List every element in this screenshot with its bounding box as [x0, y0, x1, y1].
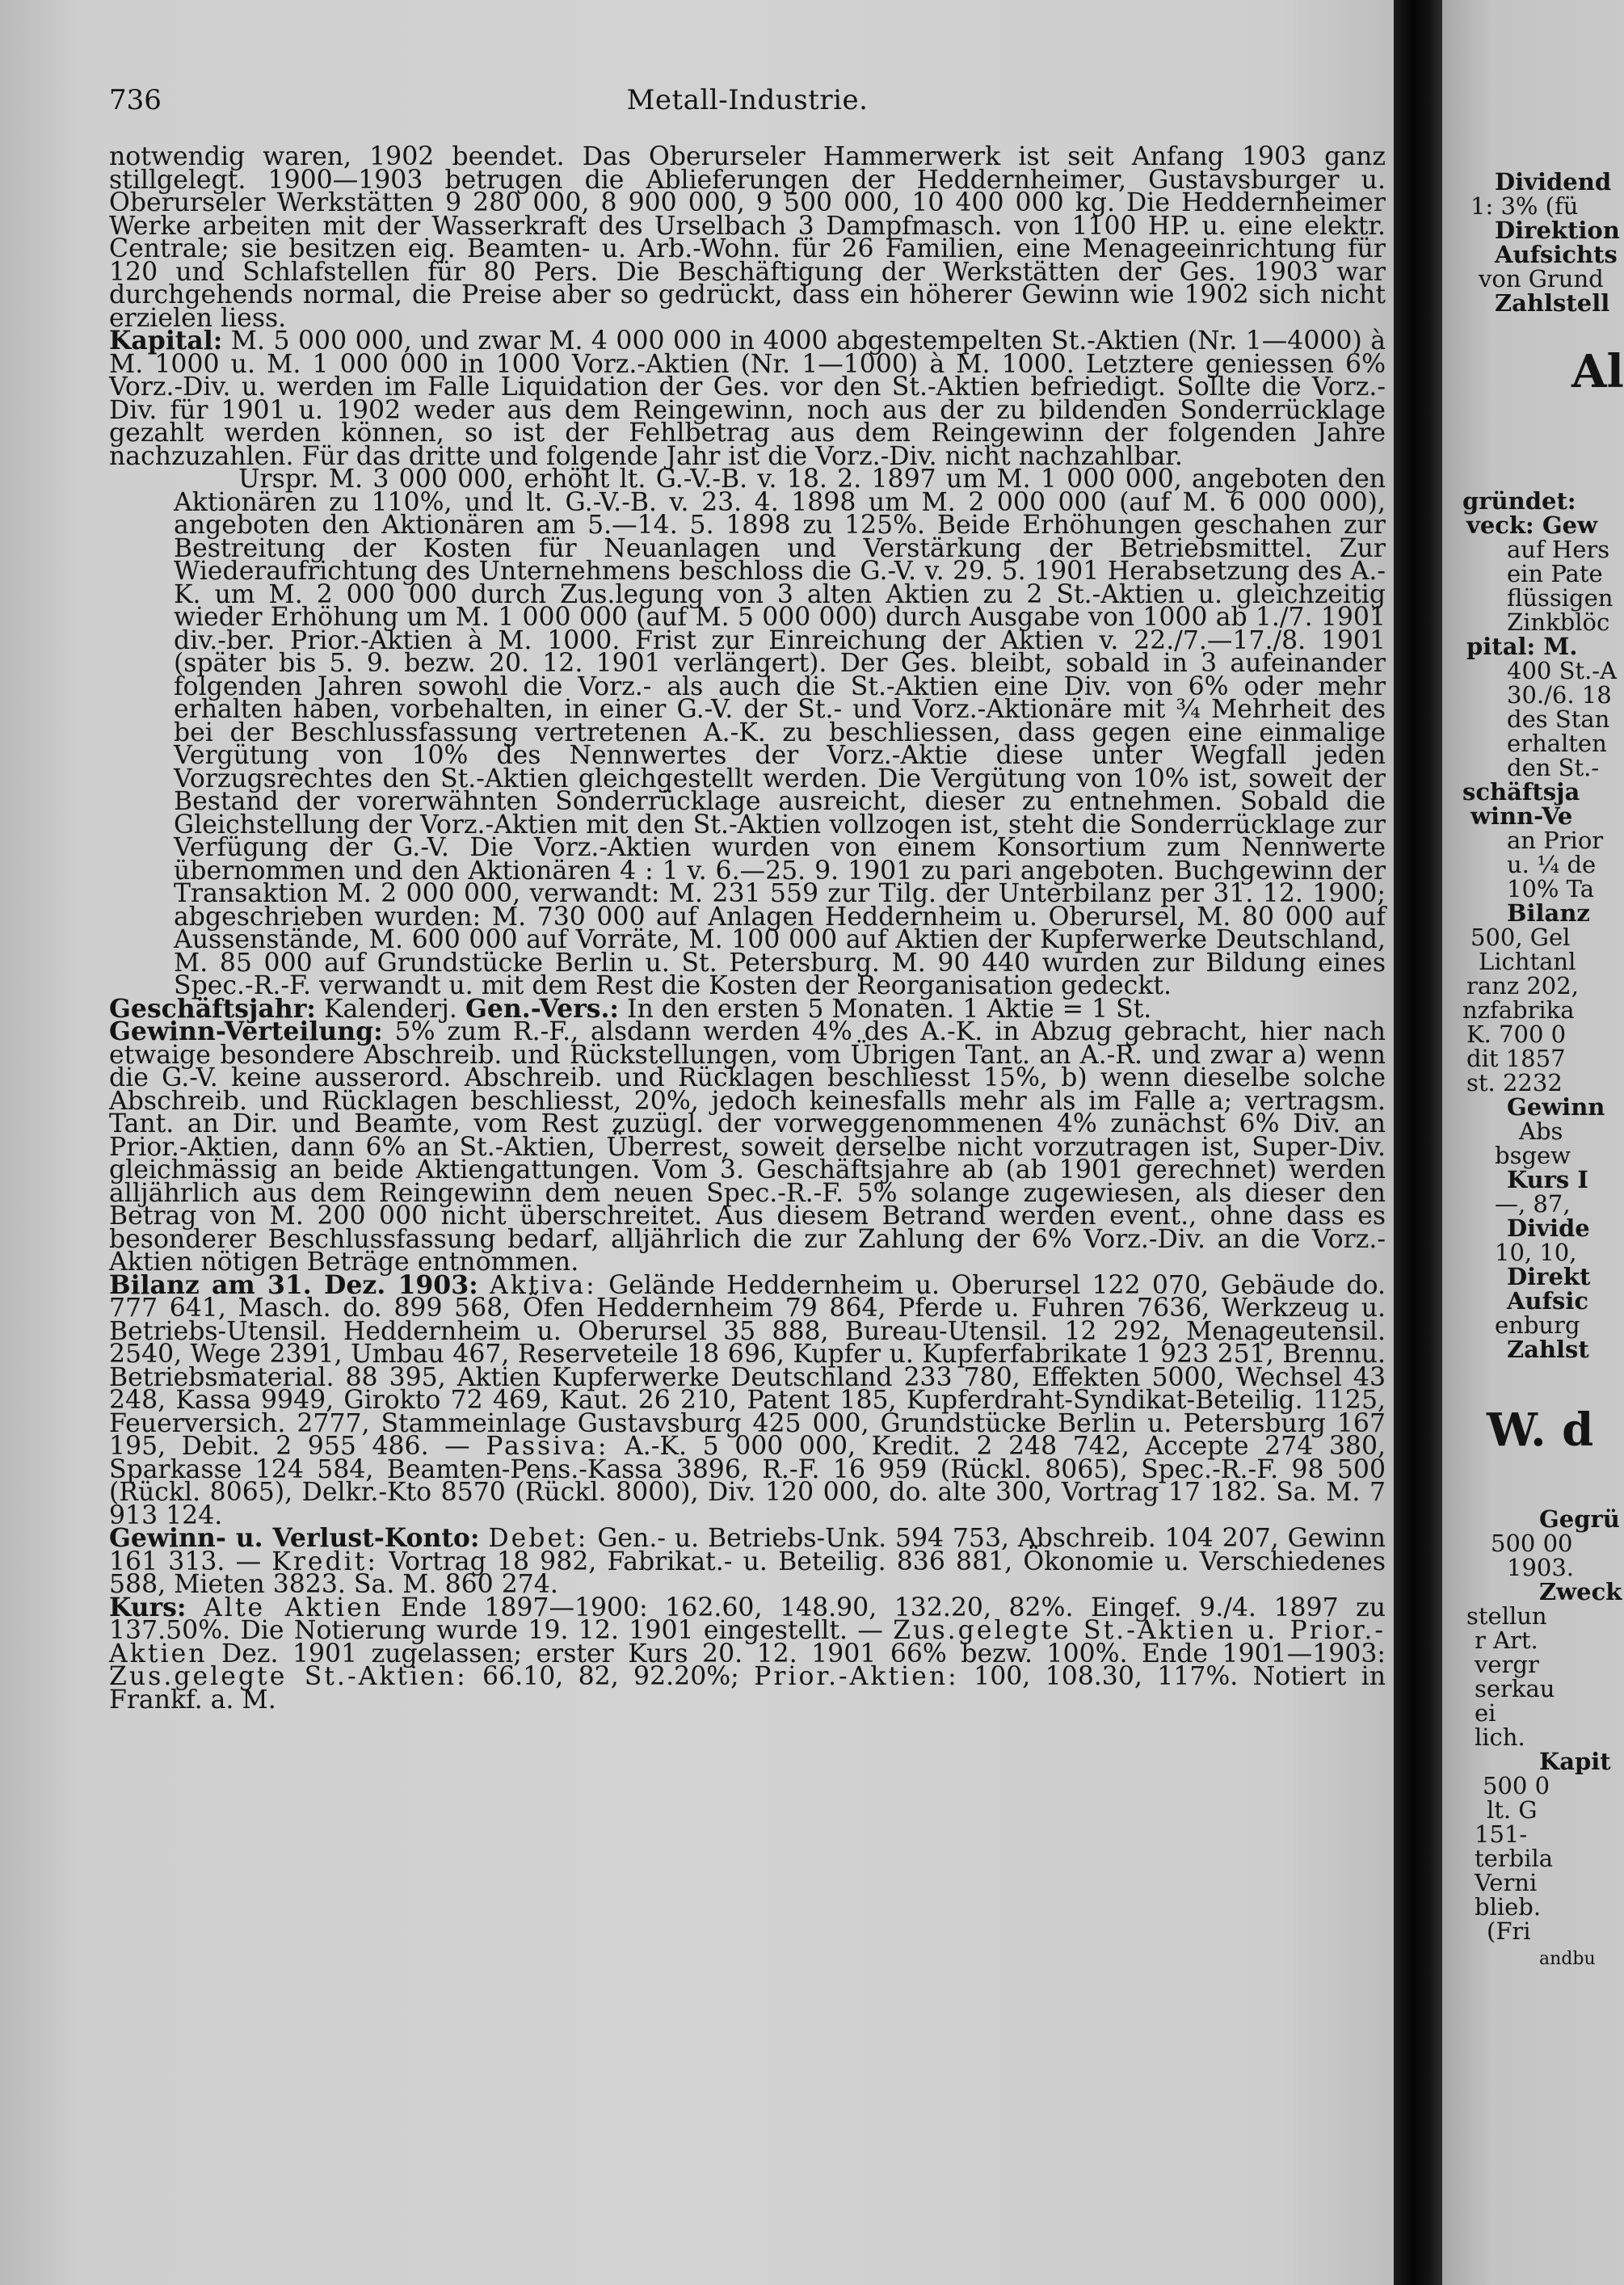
kurs-section — [109, 1592, 1386, 1715]
right-fragment: auf Hers — [1507, 536, 1610, 563]
kapital-section — [109, 326, 1386, 471]
right-fragment: vergr — [1475, 1651, 1539, 1678]
right-fragment: 500 0 — [1483, 1772, 1550, 1799]
right-fragment: stellun — [1466, 1602, 1547, 1630]
kurs-text-4: 100, 108.30, 117%. Notiert in Frankf. a. M. — [109, 1662, 1386, 1715]
right-fragment: den St.- — [1507, 754, 1600, 781]
passiva-label: Passiva: — [486, 1432, 609, 1461]
kurs-text-1: Ende 1897—1900: 162.60, 148.90, 132.20, 82%. Eingef. 9./4. 1897 zu 137.50%. Die Notierung wurde 19. 12. 1901 eingestellt. — — [109, 1593, 1386, 1645]
zus-gelegte-st-label: Zus.gelegte St.-Aktien: — [109, 1662, 468, 1691]
right-fragment: lt. G — [1487, 1796, 1538, 1824]
right-fragment: ranz 202, — [1466, 972, 1579, 999]
right-fragment: an Prior — [1507, 827, 1604, 854]
right-fragment: ei — [1475, 1699, 1496, 1727]
right-fragment: blieb. — [1475, 1893, 1542, 1921]
right-fragment: dit 1857 — [1466, 1045, 1566, 1072]
right-fragment: 1903. — [1507, 1554, 1575, 1581]
right-fragment: Lichtanl — [1479, 948, 1576, 975]
right-fragment: Gewinn — [1507, 1093, 1605, 1121]
right-fragment: 1: 3% (fü — [1470, 192, 1579, 220]
right-fragment: lich. — [1475, 1723, 1525, 1751]
right-fragment: Zahlstell — [1495, 289, 1610, 317]
gewinn-verlust-label: Gewinn- u. Verlust-Konto: — [109, 1523, 480, 1553]
aktiva-label: Aktiva: — [490, 1270, 597, 1300]
gewinn-verteilung-label: Gewinn-Verteilung: — [109, 1016, 383, 1046]
right-fragment: Kapit — [1539, 1748, 1611, 1775]
gewinn-verlust-section — [109, 1523, 1386, 1599]
right-fragment: u. ¼ de — [1507, 851, 1597, 878]
kredit-text: Vortrag 18 982, Fabrikat.- u. Beteilig. 836 881, Ökonomie u. Verschiedenes 588, Mieten 3823. Sa. M. 860 274. — [109, 1546, 1386, 1599]
right-fragment: schäftsja — [1462, 778, 1580, 806]
right-fragment: bsgew — [1495, 1142, 1571, 1169]
kapital-text: M. 5 000 000, und zwar M. 4 000 000 in 4000 abgestempelten St.-Aktien (Nr. 1—4000) à M. 1000 u. M. 1 000 000 in 1000 Vorz.-Aktien (Nr. 1—1000) à M. 1000. Letztere geniessen 6% Vorz.-Div. u. werden im Falle Liquidation der Ges. vor den St.-Aktien befriedigt. Sollte die Vorz.-Div. für 1901 u. 1902 weder aus dem Reingewinn, noch aus der zu bildenden Sonderrücklage gezahlt werden können, so ist der Fehlbetrag aus dem Reingewinn der folgenden Jahre nachzuzahlen. Für das dritte und folgende Jahr ist die Vorz.-Div. nicht nachzahlbar. — [109, 326, 1386, 471]
right-fragment: K. 700 0 — [1466, 1020, 1567, 1048]
bilanz-label: Bilanz am 31. Dez. 1903: — [109, 1269, 478, 1300]
right-fragment: Bilanz — [1507, 899, 1590, 927]
right-heading-fragment: Al — [1571, 345, 1624, 398]
main-column — [109, 142, 1386, 1715]
right-fragment: flüssigen — [1507, 584, 1613, 612]
right-heading-fragment: W. d — [1487, 1403, 1594, 1457]
right-fragment: erhalten — [1507, 730, 1607, 757]
right-fragment: von Grund — [1479, 265, 1604, 292]
kurs-text-2: Dez. 1901 zugelassen; erster Kurs 20. 12. 1901 66% bezw. 100%. Ende 1901—1903: — [207, 1639, 1386, 1669]
right-fragment: Kurs I — [1507, 1166, 1588, 1193]
alte-aktien-label: Alte Aktien — [204, 1593, 384, 1622]
kurs-label: Kurs: — [109, 1592, 187, 1622]
right-fragment: 10, 10, — [1495, 1239, 1577, 1266]
debet-label: Debet: — [488, 1524, 589, 1553]
right-fragment: 151- — [1475, 1820, 1528, 1848]
right-fragment: 400 St.-A — [1507, 657, 1618, 684]
right-fragment: st. 2232 — [1466, 1069, 1563, 1096]
geschaeftsjahr-label: Geschäftsjahr: — [109, 993, 316, 1024]
page-header — [109, 84, 1386, 124]
right-fragment: gründet: — [1462, 487, 1576, 515]
gewinn-verteilung-section — [109, 1016, 1386, 1277]
right-fragment: des Stan — [1507, 705, 1610, 733]
right-fragment: ein Pate — [1507, 560, 1603, 587]
right-fragment: Zweck — [1539, 1578, 1622, 1605]
right-fragment: Abs — [1519, 1117, 1563, 1145]
gewinn-verteilung-text: 5% zum R.-F., alsdann werden 4% des A.-K. in Abzug gebracht, hier nach etwaige besondere Abschreib. und Rückstellungen, vom Übrigen Tant. an A.-R. und zwar a) wenn die G.-V. keine ausserord. Abschreib. und Rücklagen beschliesst 15%, b) wenn dieselbe solche Abschreib. und Rücklagen beschliesst, 20%, jedoch keinesfalls mehr als im Falle a; vertragsm. Tant. an Dir. und Beamte, vom Rest zuzügl. der vorweggenommenen 4% zunächst 6% Div. an Prior.-Aktien, dann 6% an St.-Aktien, Überrest, soweit derselbe nicht vorzutragen ist, Super-Div. gleichmässig an beide Aktiengattungen. Vom 3. Geschäftsjahre ab (ab 1901 gerechnet) werden alljährlich aus dem Reingewinn dem neuen Spec.-R.-F. 5% solange zugewiesen, als dieser den Betrag von M. 200 000 nicht überschreitet. Aus diesem Betrand werden event., ohne dass es besonderer Beschlussfassung bedarf, alljährlich die zur Zahlung der 6% Vorz.-Div. an die Vorz.-Aktien nötigen Beträge entnommen. — [109, 1017, 1386, 1277]
intro-paragraph: notwendig waren, 1902 beendet. Das Oberurseler Hammerwerk ist seit Anfang 1903 ganz stillgelegt. 1900—1903 betrugen die Ablieferungen der Heddernheimer, Gustavsburger u. Oberurseler Werkstätten 9 280 000, 8 900 000, 9 500 000, 10 400 000 kg. Die Heddernheimer Werke arbeiten mit der Wasserkraft des Urselbach 3 Dampfmasch. von 1100 HP. u. eine elektr. Centrale; sie besitzen eig. Beamten- u. Arb.-Wohn. für 26 Familien, eine Menageeinrichtung für 120 und Schlafstellen für 80 Pers. Die Beschäftigung der Werkstätten der Ges. 1903 war durchgehends normal, die Preise aber so gedrückt, dass ein höherer Gewinn wie 1902 sich nicht erzielen liess. — [109, 142, 1386, 333]
gen-vers-text: In den ersten 5 Monaten. 1 Aktie = 1 St. — [619, 994, 1152, 1024]
running-title: Metall-Industrie. — [626, 84, 869, 116]
right-fragment: Dividend — [1495, 168, 1612, 196]
page-number: 736 — [109, 84, 162, 116]
right-fragment: serkau — [1475, 1675, 1555, 1702]
gen-vers-label: Gen.-Vers.: — [465, 993, 620, 1024]
passiva-text: A.-K. 5 000 000, Kredit. 2 248 742, Accepte 274 380, Sparkasse 124 584, Beamten-Pens.-Kassa 3896, R.-F. 16 959 (Rückl. 8065), Spec.-R.-F. 98 500 (Rückl. 8065), Delkr.-Kto 8570 (Rückl. 8000), Div. 120 000, do. alte 300, Vortrag 17 182. Sa. M. 7 913 124. — [109, 1432, 1386, 1530]
right-fragment: 500 00 — [1491, 1530, 1573, 1557]
right-fragment: r Art. — [1475, 1626, 1538, 1654]
right-fragment: Zahlst — [1507, 1336, 1589, 1363]
right-fragment: terbila — [1475, 1845, 1554, 1872]
right-fragment: (Fri — [1487, 1917, 1531, 1945]
right-fragment: Direktion — [1495, 217, 1620, 244]
right-fragment: enburg — [1495, 1311, 1580, 1339]
right-fragment: Aufsic — [1507, 1287, 1589, 1315]
right-fragment: winn-Ve — [1470, 802, 1573, 830]
right-fragment: Verni — [1475, 1869, 1538, 1896]
right-fragment: Gegrü — [1539, 1505, 1620, 1533]
right-fragment: 500, Gel — [1470, 924, 1571, 951]
right-fragment: —, 87, — [1495, 1190, 1571, 1218]
right-fragment: andbu — [1539, 1949, 1596, 1969]
zus-gelegte-label: Zus.gelegte St.-Aktien u. Prior.-Aktien — [109, 1616, 1386, 1669]
kapital-label: Kapital: — [109, 326, 223, 356]
debet-text: Gen.- u. Betriebs-Unk. 594 753, Abschreib. 104 207, Gewinn 161 313. — — [109, 1524, 1386, 1576]
urspr-text: Urspr. M. 3 000 000, erhöht lt. G.-V.-B. v. 18. 2. 1897 um M. 1 000 000, angeboten den Aktionären zu 110%, und lt. G.-V.-B. v. 23. 4. 1898 um M. 2 000 000 (auf M. 6 000 000), angeboten den Aktionären am 5.—14. 5. 1898 zu 125%. Beide Erhöhungen geschahen zur Bestreitung der Kosten für Neuanlagen und Verstärkung der Betriebsmittel. Zur Wiederaufrichtung des Unternehmens beschloss die G.-V. v. 29. 5. 1901 Herabsetzung des A.-K. um M. 2 000 000 durch Zus.legung von 3 alten Aktien zu 2 St.-Aktien u. gleichzeitig wieder Erhöhung um M. 1 000 000 (auf M. 5 000 000) durch Ausgabe von 1000 ab 1./7. 1901 div.-ber. Prior.-Aktien à M. 1000. Frist zur Einreichung der Aktien v. 22./7.—17./8. 1901 (später bis 5. 9. bezw. 20. 12. 1901 verlängert). Der Ges. bleibt, sobald in 3 aufeinander folgenden Jahren sowohl die Vorz.- als auch die St.-Aktien eine Div. von 6% oder mehr erhalten haben, vorbehalten, in einer G.-V. der St.- und Vorz.-Aktionäre mit ¾ Mehrheit des bei der Beschlussfassung vertretenen A.-K. zu beschliessen, dass gegen eine einmalige Vergütung von 10% des Nennwertes der Vorz.-Aktie diese unter Wegfall jeden Vorzugsrechtes den St.-Aktien gleichgestellt werden. Die Vergütung von 10% ist, soweit der Bestand der vorerwähnten Sonderrücklage ausreicht, dieser zu entnehmen. Sobald die Gleichstellung der Vorz.-Aktien mit den St.-Aktien vollzogen ist, steht die Sonderrücklage zur Verfügung der G.-V. Die Vorz.-Aktien wurden von einem Konsortium zum Nennwerte übernommen und den Aktionären 4 : 1 v. 6.—25. 9. 1901 zu pari angeboten. Buchgewinn der Transaktion M. 2 000 000, verwandt: M. 231 559 zur Tilg. der Unterbilanz per 31. 12. 1900; abgeschrieben wurden: M. 730 000 auf Anlagen Heddernheim u. Oberursel, M. 80 000 auf Aussenstände, M. 600 000 auf Vorräte, M. 100 000 auf Aktien der Kupferwerke Deutschland, M. 85 000 auf Grundstücke Berlin u. St. Petersburg. M. 90 440 wurden zur Bildung eines Spec.-R.-F. verwandt u. mit dem Rest die Kosten der Reorganisation gedeckt. — [174, 465, 1386, 1000]
right-fragment: nzfabrika — [1462, 996, 1575, 1024]
right-fragment: Aufsichts — [1495, 241, 1618, 268]
right-fragment: veck: Gew — [1466, 511, 1598, 539]
right-fragment: Divide — [1507, 1214, 1590, 1242]
right-fragment: pital: M. — [1466, 633, 1578, 660]
right-page-edge — [1442, 0, 1624, 2285]
kredit-label: Kredit: — [271, 1546, 379, 1576]
geschaeftsjahr-text: Kalenderj. — [315, 994, 465, 1024]
book-spine — [1394, 0, 1442, 2285]
prior-aktien-label: Prior.-Aktien: — [754, 1662, 959, 1691]
kurs-text-3: 66.10, 82, 92.20%; — [467, 1662, 755, 1691]
aktiva-text: Gelände Heddernheim u. Oberursel 122 070, Gebäude do. 777 641, Masch. do. 899 568, Öfen Heddernheim 79 864, Pferde u. Fuhren 7636, Werkzeug u. Betriebs-Utensil. Heddernheim u. Oberursel 35 888, Bureau-Utensil. 12 292, Menageutensil. 2540, Wege 2391, Umbau 467, Reserveteile 18 696, Kupfer u. Kupferfabrikate 1 923 251, Brennu. Betriebsmaterial. 88 395, Aktien Kupferwerke Deutschland 233 780, Effekten 5000, Wechsel 43 248, Kassa 9949, Girokto 72 469, Kaut. 26 210, Patent 185, Kupferdraht-Syndikat-Beteilig. 1125, Feuerversich. 2777, Stammeinlage Gustavsburg 425 000, Grundstücke Berlin u. Petersburg 167 195, Debit. 2 955 486. — — [109, 1270, 1386, 1461]
right-fragment: Direkt — [1507, 1263, 1591, 1290]
bilanz-section — [109, 1269, 1386, 1530]
right-fragment: 30./6. 18 — [1507, 681, 1612, 709]
right-fragment: Zinkblöc — [1507, 608, 1610, 636]
urspr-paragraph — [109, 465, 1386, 1000]
right-fragment: 10% Ta — [1507, 875, 1595, 903]
